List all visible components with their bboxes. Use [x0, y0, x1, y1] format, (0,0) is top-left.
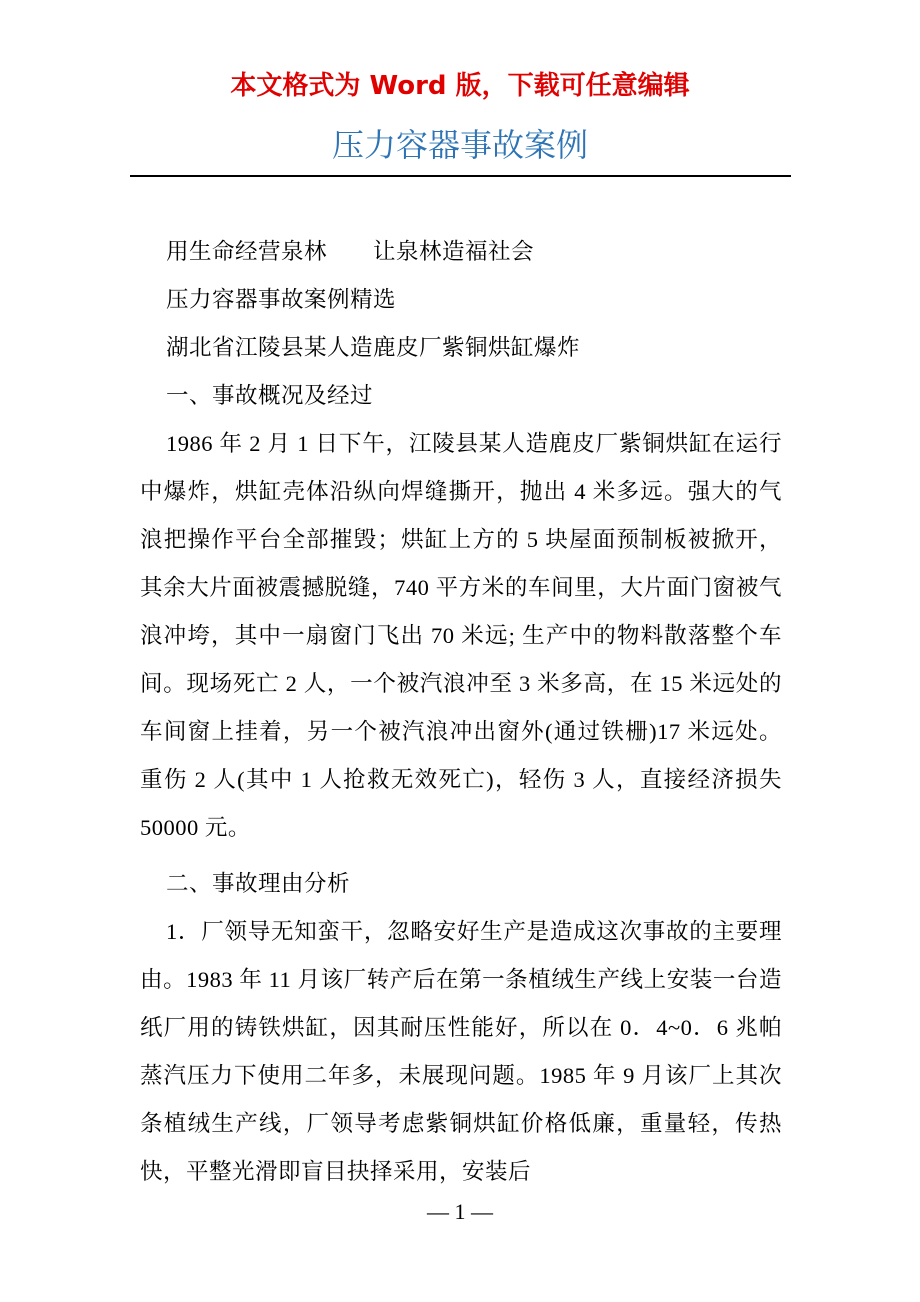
subsection-heading-analysis: 二、事故理由分析: [166, 871, 351, 896]
subsection-heading-overview: 一、事故概况及经过: [166, 383, 374, 408]
document-title: 压力容器事故案例: [331, 126, 588, 164]
slogan-line: 用生命经营泉林 让泉林造福社会: [166, 239, 535, 264]
paragraph-overview: 1986 年 2 月 1 日下午，江陵县某人造鹿皮厂紫铜烘缸在运行中爆炸，烘缸壳体沿纵向焊缝撕开，抛出 4 米多远。强大的气浪把操作平台全部摧毁；烘缸上方的 5 块屋面预制板被掀开，其余大片面被震撼脱缝，740 平方米的车间里，大片面门窗被气浪冲垮，其中一扇窗门飞出 70 米远; 生产中的物料散落整个车间。现场死亡 2 人，一个被汽浪冲至 3 米多高，在 15 米远处的车间窗上挂着，另一个被汽浪冲出窗外(通过铁栅)17 米远处。重伤 2 人(其中 1 人抢救无效死亡)，轻伤 3 人，直接经济损失 50000 元。: [140, 431, 782, 840]
page-number: — 1 —: [427, 1199, 493, 1224]
case-heading: 湖北省江陵县某人造鹿皮厂紫铜烘缸爆炸: [166, 335, 581, 360]
format-notice-banner: 本文格式为 Word 版，下载可任意编辑: [230, 71, 690, 101]
paragraph-analysis: 1．厂领导无知蛮干，忽略安好生产是造成这次事故的主要理由。1983 年 11 月该厂转产后在第一条植绒生产线上安装一台造纸厂用的铸铁烘缸，因其耐压性能好，所以在 0．4~0．6 兆帕蒸汽压力下使用二年多，未展现问题。1985 年 9 月该厂上其次条植绒生产线，厂领导考虑紫铜烘缸价格低廉，重量轻，传热快，平整光滑即盲目抉择采用，安装后: [140, 919, 782, 1184]
section-heading: 压力容器事故案例精选: [166, 287, 397, 312]
title-divider: [130, 175, 791, 177]
document-body: [140, 228, 782, 1196]
